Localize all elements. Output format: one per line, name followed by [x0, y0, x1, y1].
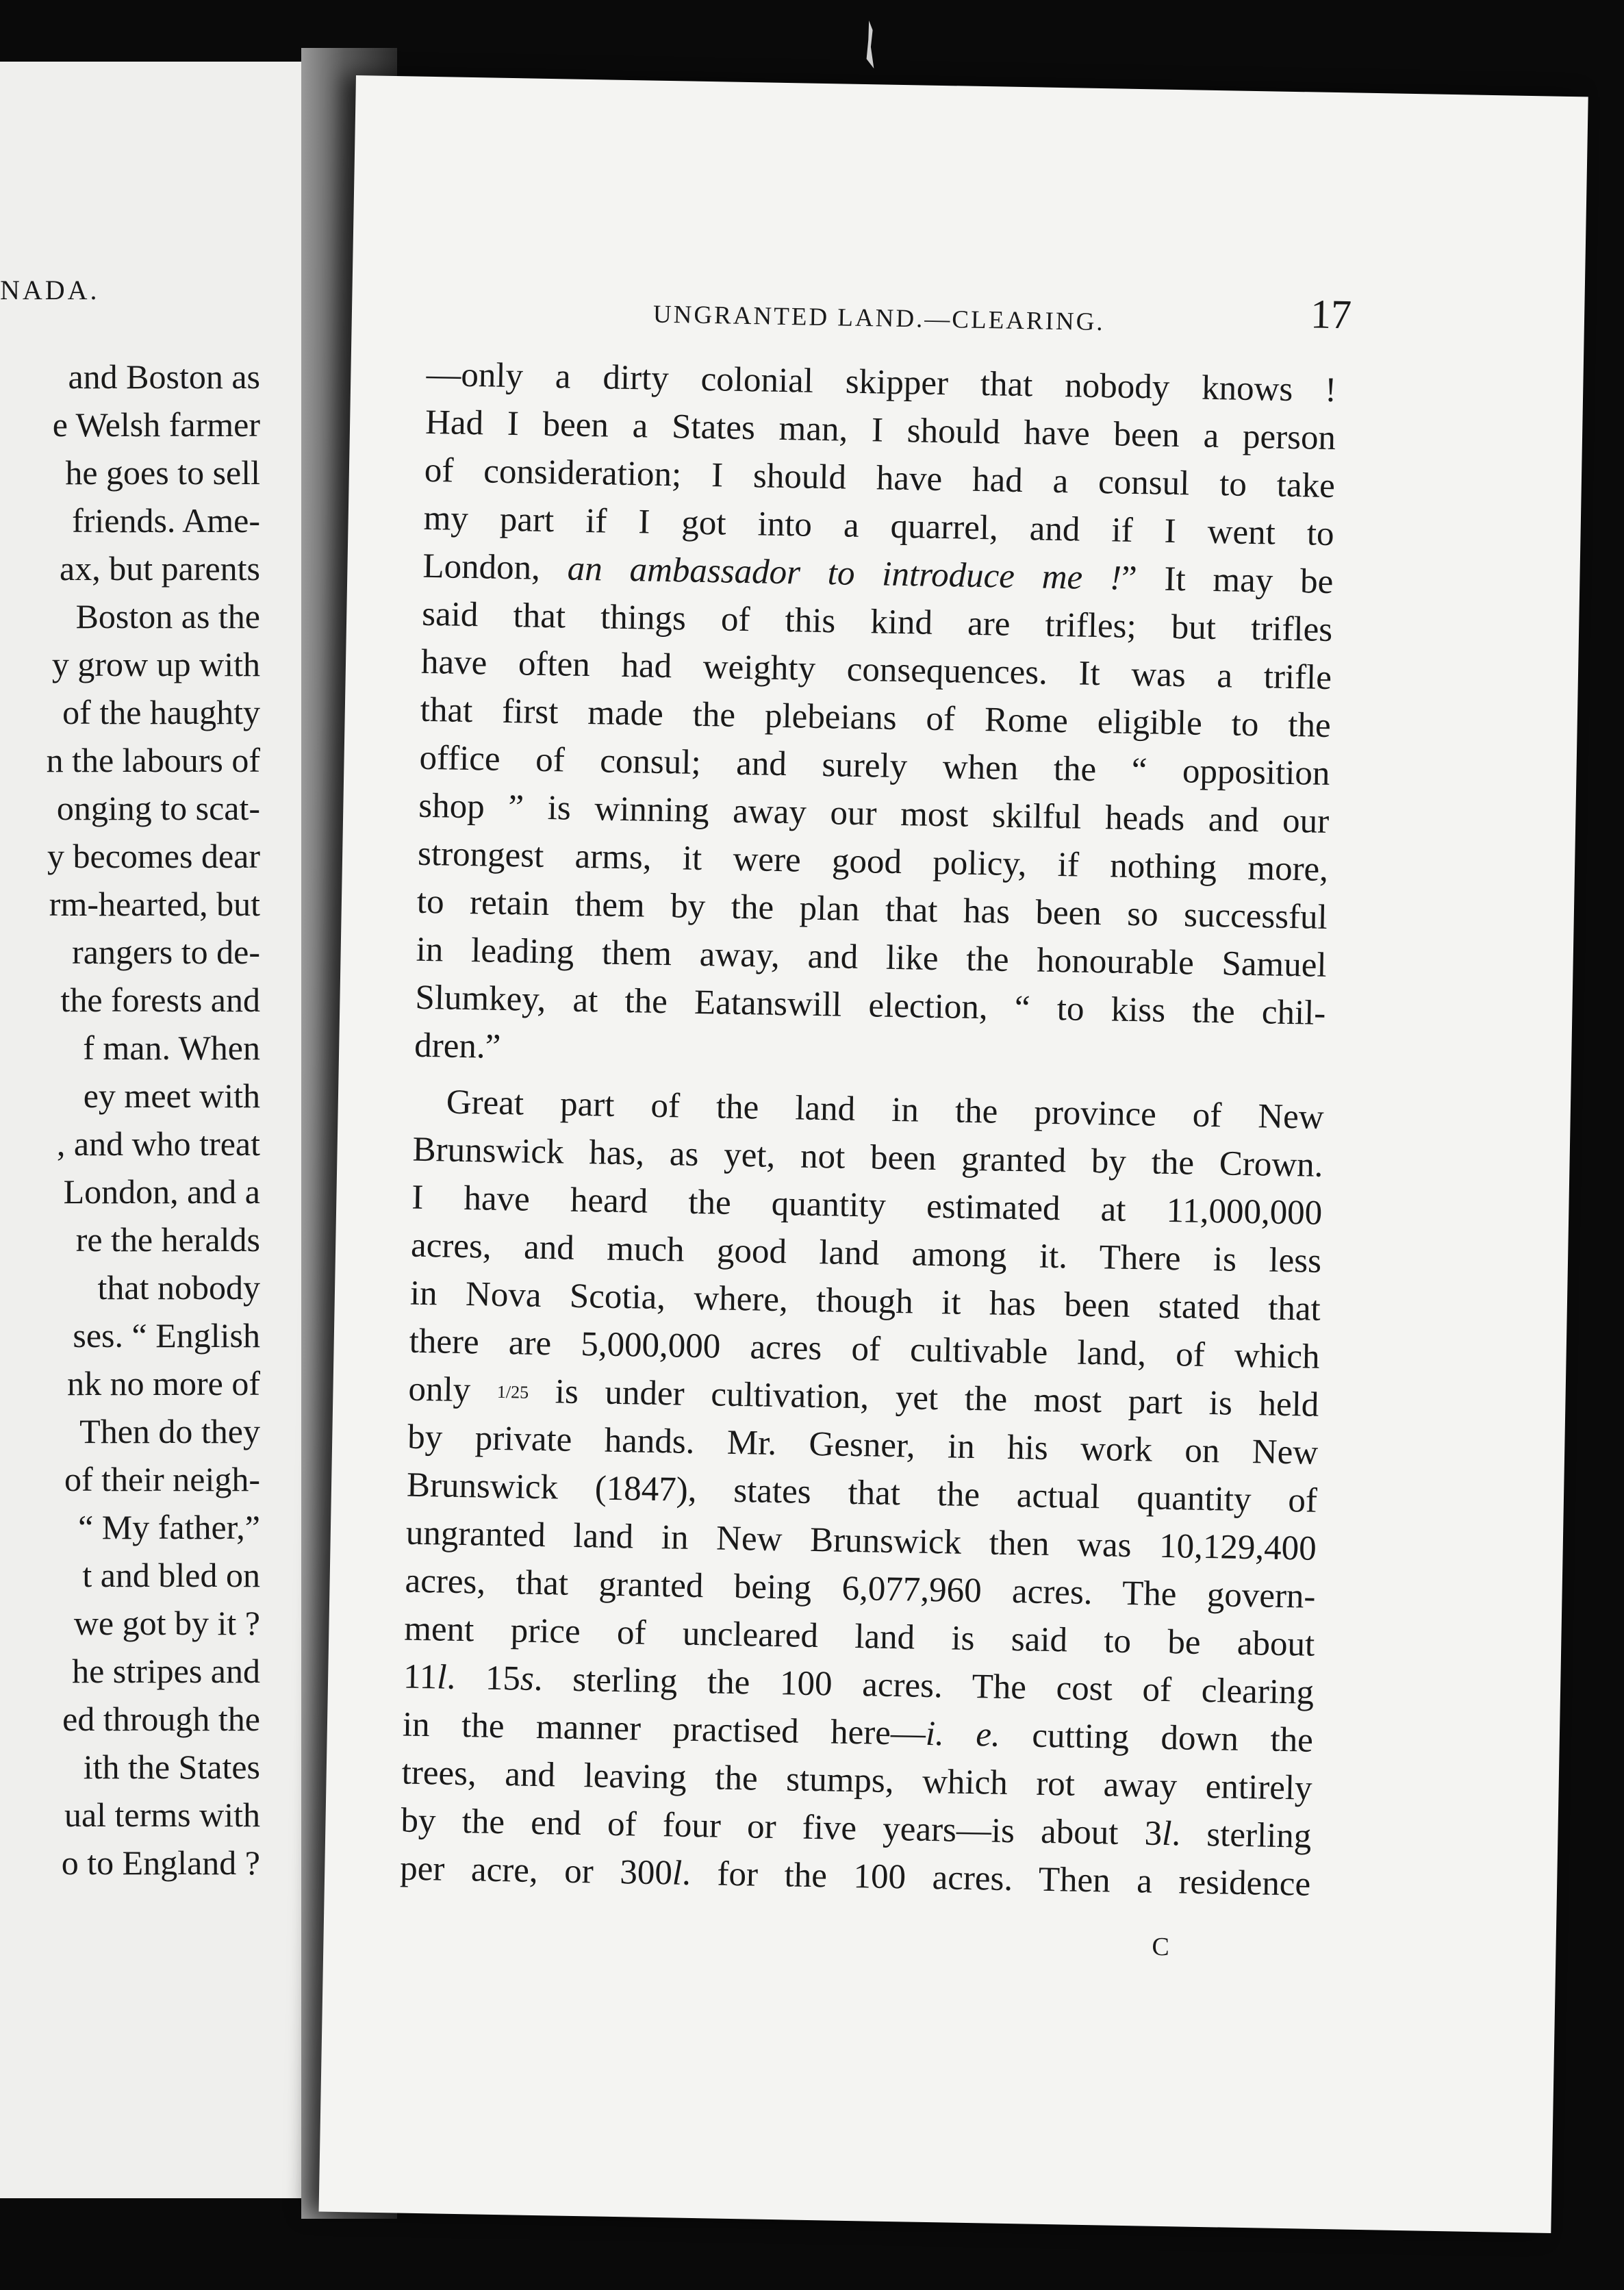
text-run: in the manner practised here— — [402, 1705, 926, 1753]
text-line: have often had weighty consequences. It was a trifle — [420, 642, 1332, 697]
left-text-line: and Boston as — [68, 357, 260, 396]
text-line: in Nova Scotia, where, though it has been stated that — [409, 1274, 1321, 1329]
text-line: dren.” — [414, 1026, 501, 1066]
text-run: . 15 — [446, 1658, 521, 1698]
left-text-line: y grow up with — [51, 645, 260, 683]
text-line: ment price of uncleared land is said to be about — [403, 1609, 1315, 1664]
text-line: trees, and leaving the stumps, which rot away entirely — [401, 1753, 1313, 1808]
text-run: by the end of four or five years—is about 3 — [401, 1801, 1163, 1853]
text-run: . for the 100 acres. Then a residence — [681, 1854, 1311, 1904]
italic-run: i. e. — [925, 1714, 1001, 1754]
italic-run: l — [1161, 1814, 1172, 1854]
left-text-line: t and bled on — [82, 1556, 260, 1594]
text-run: ” It may be — [1121, 559, 1334, 602]
left-text-line: y becomes dear — [47, 837, 260, 875]
text-line: shop ” is winning away our most skilful heads and our — [418, 786, 1330, 841]
right-page — [319, 75, 1588, 2233]
left-text-line: he stripes and — [72, 1652, 260, 1690]
left-text-line: rangers to de- — [72, 933, 260, 971]
text-run: . sterling — [1171, 1815, 1312, 1856]
text-line: my part if I got into a quarrel, and if I went to — [423, 499, 1335, 554]
text-run: only — [408, 1370, 498, 1410]
text-run: per acre, or 300 — [399, 1849, 673, 1893]
left-text-line: onging to scat- — [56, 789, 260, 827]
italic-run: s — [520, 1659, 535, 1698]
italic-run: l — [436, 1658, 447, 1697]
text-line: that first made the plebeians of Rome eligible to the — [420, 690, 1332, 745]
text-line: Had I been a States man, I should have been a person — [424, 403, 1336, 458]
left-text-line: we got by it ? — [73, 1604, 260, 1642]
left-text-line: that nobody — [97, 1268, 260, 1307]
text-line: Slumkey, at the Eatanswill election, “ to kiss the chil- — [415, 978, 1326, 1033]
text-line: Brunswick has, as yet, not been granted by the Crown. — [412, 1130, 1323, 1185]
left-text-line: e Welsh farmer — [52, 405, 260, 444]
left-text-line: London, and a — [63, 1172, 260, 1211]
text-line: —only a dirty colonial skipper that nobody knows ! — [425, 355, 1337, 410]
left-text-line: nk no more of — [67, 1364, 260, 1402]
text-run: . sterling the 100 acres. The cost of clearing — [533, 1659, 1315, 1712]
left-text-line: n the labours of — [46, 741, 260, 779]
page-number: 17 — [1310, 291, 1352, 338]
text-line: there are 5,000,000 acres of cultivable land, of which — [409, 1322, 1321, 1376]
text-line: strongest arms, it were good policy, if nothing more, — [417, 834, 1329, 889]
left-text-line: ey meet with — [83, 1077, 260, 1115]
left-text-line: ual terms with — [64, 1796, 260, 1834]
left-text-line: rm-hearted, but — [49, 885, 260, 923]
text-line: acres, and much good land among it. There is less — [410, 1226, 1322, 1281]
text-line: by private hands. Mr. Gesner, in his work on New — [407, 1418, 1319, 1472]
italic-run: l — [672, 1854, 683, 1893]
left-text-line: of the haughty — [62, 693, 260, 731]
left-text-line: Boston as the — [75, 597, 260, 636]
text-run: is under cultivation, yet the most part is held — [528, 1372, 1319, 1424]
left-text-line: of their neigh- — [64, 1460, 260, 1498]
text-line: Brunswick (1847), states that the actual quantity of — [406, 1465, 1318, 1520]
text-run: London, — [422, 546, 568, 588]
left-text-line: ith the States — [83, 1748, 260, 1786]
scanner-speck — [864, 21, 876, 68]
left-text-line: ses. “ English — [73, 1316, 260, 1355]
left-text-line: friends. Ame- — [72, 501, 260, 540]
text-run: cutting down the — [1000, 1715, 1314, 1760]
text-line: I have heard the quantity estimated at 11,000,000 — [411, 1178, 1323, 1233]
left-text-line: Then do they — [79, 1412, 260, 1450]
text-line: ungranted land in New Brunswick then was 10,129,400 — [405, 1513, 1317, 1568]
left-text-line: “ My father,” — [78, 1508, 260, 1546]
left-page — [0, 62, 322, 2198]
left-text-line: ed through the — [62, 1700, 260, 1738]
fraction: 1/25 — [496, 1381, 529, 1402]
text-line: acres, that granted being 6,077,960 acres. The govern- — [405, 1561, 1316, 1616]
left-text-line: f man. When — [83, 1029, 260, 1067]
text-line: of consideration; I should have had a consul to take — [424, 451, 1336, 506]
body-text — [400, 351, 1337, 1909]
left-text-line: the forests and — [60, 981, 260, 1019]
left-page-header: NADA. — [0, 275, 100, 305]
left-text-line: he goes to sell — [65, 453, 260, 492]
running-head: UNGRANTED LAND.—CLEARING. — [652, 300, 1105, 337]
italic-run: an ambassador to introduce me ! — [567, 549, 1122, 598]
signature-mark: C — [1152, 1932, 1170, 1962]
left-text-line: re the heralds — [75, 1220, 260, 1259]
left-text-line: ax, but parents — [60, 549, 260, 588]
left-text-line: , and who treat — [56, 1124, 260, 1163]
text-line: said that things of this kind are trifles; but trifles — [421, 594, 1333, 650]
text-line: in leading them away, and like the honourable Samuel — [416, 930, 1328, 985]
text-line: office of consul; and surely when the “ opposition — [419, 738, 1330, 793]
left-text-line: o to England ? — [61, 1844, 260, 1882]
text-line: to retain them by the plan that has been so successful — [416, 882, 1328, 937]
text-run: 11 — [403, 1657, 437, 1697]
text-line: Great part of the land in the province of New — [446, 1083, 1325, 1137]
